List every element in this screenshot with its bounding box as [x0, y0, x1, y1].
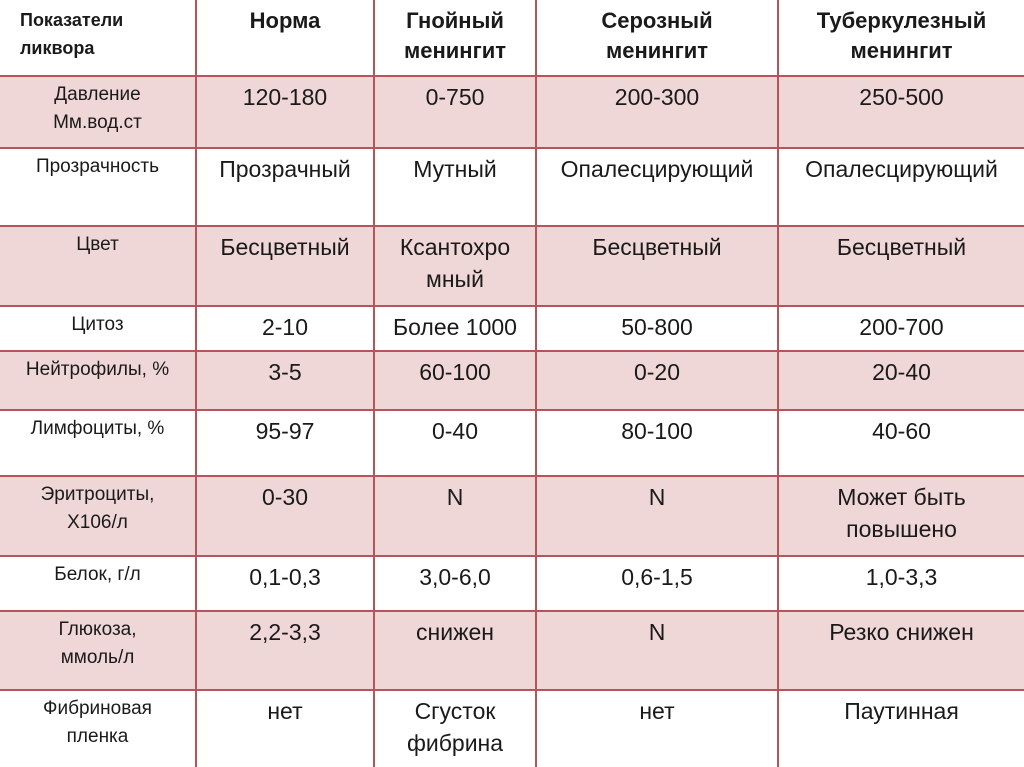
cell-serous — [536, 76, 778, 148]
table-row — [0, 148, 1024, 226]
cell-tuberculous — [778, 690, 1024, 767]
cell-purulent — [374, 306, 536, 351]
cell-text: Бесцветный — [592, 234, 722, 260]
cell-purulent — [374, 226, 536, 306]
header-norm — [196, 0, 374, 76]
row-label-text: Лимфоциты, % — [30, 418, 165, 439]
cell-purulent — [374, 476, 536, 556]
cell-norm — [196, 306, 374, 351]
cell-tuberculous — [778, 351, 1024, 410]
cell-text: Может быть повышено — [837, 484, 966, 542]
cell-norm — [196, 611, 374, 690]
cell-purulent — [374, 556, 536, 611]
cell-norm — [196, 148, 374, 226]
cell-norm — [196, 410, 374, 476]
cell-text: 20-40 — [872, 359, 931, 385]
header-row — [0, 0, 1024, 76]
cell-text: 120-180 — [242, 84, 328, 110]
cell-serous — [536, 476, 778, 556]
header-tuberculous-text: Туберкулезный менингит — [816, 8, 987, 63]
header-purulent-text: Гнойный менингит — [403, 8, 507, 63]
header-tuberculous — [778, 0, 1024, 76]
row-label — [0, 476, 196, 556]
table-row — [0, 476, 1024, 556]
cell-purulent — [374, 148, 536, 226]
cell-text: 200-700 — [859, 314, 944, 340]
row-label-text: Белок, г/л — [54, 564, 141, 585]
cell-text: Сгусток фибрина — [406, 698, 504, 756]
row-label — [0, 76, 196, 148]
cell-norm — [196, 351, 374, 410]
cell-tuberculous — [778, 148, 1024, 226]
cell-purulent — [374, 611, 536, 690]
cell-text: 1,0-3,3 — [865, 564, 938, 590]
row-label-text: Фибриновая пленка — [43, 698, 152, 747]
cell-text: 3-5 — [268, 359, 302, 385]
cell-tuberculous — [778, 76, 1024, 148]
row-label-text: Давление Мм.вод.ст — [53, 84, 142, 133]
cell-text: 0-750 — [425, 84, 485, 110]
cell-serous — [536, 351, 778, 410]
cell-serous — [536, 226, 778, 306]
row-label-text: Цвет — [76, 234, 119, 255]
row-label-text: Прозрачность — [35, 156, 160, 177]
cell-text: 200-300 — [614, 84, 700, 110]
header-serous — [536, 0, 778, 76]
cell-purulent — [374, 410, 536, 476]
cell-text: Бесцветный — [220, 234, 350, 260]
header-norm-text: Норма — [249, 8, 321, 33]
cell-text: N — [446, 484, 464, 510]
cell-text: N — [648, 484, 666, 510]
cell-serous — [536, 410, 778, 476]
cell-text: Опалесцирующий — [560, 156, 754, 182]
cell-serous — [536, 611, 778, 690]
cell-text: 3,0-6,0 — [419, 564, 491, 590]
table-row — [0, 306, 1024, 351]
header-parameter — [0, 0, 196, 76]
cell-text: нет — [267, 698, 303, 724]
row-label — [0, 690, 196, 767]
header-parameter-text: Показатели ликвора — [20, 10, 124, 58]
cell-norm — [196, 556, 374, 611]
cell-text: 2-10 — [261, 314, 309, 340]
cell-text: 0-30 — [261, 484, 309, 510]
cell-text: N — [648, 619, 666, 645]
cell-tuberculous — [778, 611, 1024, 690]
cell-tuberculous — [778, 556, 1024, 611]
cell-text: 50-800 — [621, 314, 693, 340]
table-row — [0, 410, 1024, 476]
table-row — [0, 226, 1024, 306]
row-label — [0, 410, 196, 476]
table-row — [0, 611, 1024, 690]
cell-tuberculous — [778, 410, 1024, 476]
cell-text: 60-100 — [419, 359, 491, 385]
cell-text: 95-97 — [255, 418, 315, 444]
table-row — [0, 690, 1024, 767]
cell-serous — [536, 690, 778, 767]
table-row — [0, 76, 1024, 148]
row-label — [0, 611, 196, 690]
cell-text: Более 1000 — [393, 314, 517, 340]
cell-text: 2,2-3,3 — [249, 619, 321, 645]
cell-purulent — [374, 690, 536, 767]
row-label — [0, 351, 196, 410]
row-label — [0, 556, 196, 611]
row-label-text: Цитоз — [71, 314, 124, 335]
row-label — [0, 148, 196, 226]
cell-text: 0,6-1,5 — [621, 564, 693, 590]
row-label-text: Глюкоза, ммоль/л — [58, 619, 137, 668]
cell-norm — [196, 226, 374, 306]
cell-text: 0-20 — [633, 359, 681, 385]
cell-tuberculous — [778, 226, 1024, 306]
cell-tuberculous — [778, 476, 1024, 556]
cell-text: 0,1-0,3 — [249, 564, 321, 590]
cell-text: Бесцветный — [836, 234, 967, 260]
cell-text: 80-100 — [621, 418, 693, 444]
cell-text: Опалесцирующий — [805, 156, 998, 182]
cell-tuberculous — [778, 306, 1024, 351]
cell-serous — [536, 306, 778, 351]
cell-text: Ксантохро мный — [399, 234, 511, 292]
cell-text: Паутинная — [844, 698, 959, 724]
table-row — [0, 556, 1024, 611]
cell-norm — [196, 476, 374, 556]
cell-norm — [196, 76, 374, 148]
cell-text: Резко снижен — [829, 619, 974, 645]
header-purulent — [374, 0, 536, 76]
cell-text: нет — [639, 698, 675, 724]
table-row — [0, 351, 1024, 410]
row-label-text: Эритроциты, X106/л — [40, 484, 155, 533]
row-label — [0, 306, 196, 351]
cell-serous — [536, 148, 778, 226]
cell-text: 250-500 — [859, 84, 944, 110]
row-label-text: Нейтрофилы, % — [25, 359, 170, 380]
cell-text: Мутный — [413, 156, 497, 182]
cell-serous — [536, 556, 778, 611]
cell-text: Прозрачный — [219, 156, 351, 182]
cell-text: снижен — [416, 619, 494, 645]
cell-purulent — [374, 76, 536, 148]
row-label — [0, 226, 196, 306]
cell-text: 40-60 — [872, 418, 931, 444]
cell-norm — [196, 690, 374, 767]
header-serous-text: Серозный менингит — [601, 8, 713, 63]
cell-text: 0-40 — [431, 418, 479, 444]
cell-purulent — [374, 351, 536, 410]
